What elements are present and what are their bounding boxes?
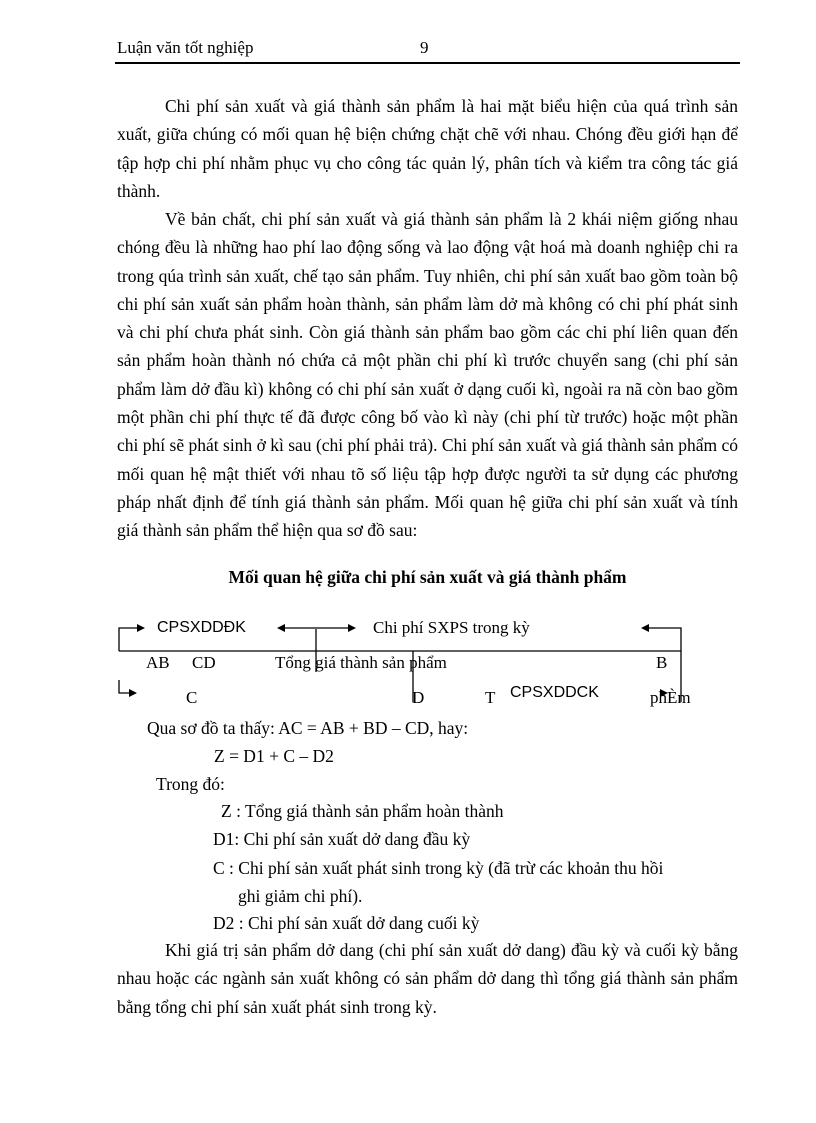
arrow-head-left-top bbox=[137, 624, 145, 632]
arrow-head-right-top bbox=[641, 624, 649, 632]
label-c: C bbox=[186, 688, 198, 707]
term-symbol: D2 : bbox=[213, 913, 244, 933]
formula-equation bbox=[214, 746, 334, 767]
bracket-left-top bbox=[119, 628, 137, 651]
term-desc: Chi phí sản xuất dở dang đầu kỳ bbox=[243, 829, 471, 849]
term-desc: Chi phí sản xuất phát sinh trong kỳ (đã trừ các khoản thu hồi bbox=[238, 858, 664, 878]
label-tong-gia-thanh: Tổng giá thành sản phẩm bbox=[275, 653, 447, 672]
header-title: Luận văn tốt nghiệp bbox=[117, 38, 254, 57]
label-chi-phi-sxps: Chi phí SXPS trong kỳ bbox=[373, 618, 530, 637]
diagram-title: Mối quan hệ giữa chi phí sản xuất và giá thành phẩm bbox=[228, 567, 627, 587]
term-z bbox=[221, 801, 504, 822]
paragraph-2: Về bản chất, chi phí sản xuất và giá thành sản phẩm là 2 khái niệm giống nhau chóng đều là những hao phí lao động sống và lao động vật hoá mà doanh nghiệp chi ra trong qúa trình sản xuất, chế tạo sản phẩm. Tuy nhiên, chi phí sản xuất bao gồm toàn bộ chi phí sản xuất sản phẩm hoàn thành, sản phẩm làm dở mà không có chi phí phát sinh và chi phí chưa phát sinh. Còn giá thành sản phẩm bao gồm các chi phí liên quan đến sản phẩm hoàn thành nó chứa cả một phần chi phí kì trước chuyển sang (chi phí sản phẩm làm dở đầu kì) không có chi phí sản xuất ở dạng cuối kì, ngoài ra nã còn bao gồm một phần chi phí thực tế đã được công bố vào kì này (chi phí từ trước) hoặc một phần chi phí sẽ phát sinh ở kì sau (chi phí phải trả). Chi phí sản xuất và giá thành sản phẩm có mối quan hệ mật thiết với nhau tõ số liệu tập hợp được người ta sử dụng các phương pháp nhất định để tính giá thành sản phẩm. Mối quan hệ giữa chi phí sản xuất và tính giá thành sản phẩm thể hiện qua sơ đồ sau: bbox=[117, 209, 738, 541]
where-label: Trong đó: bbox=[156, 774, 225, 794]
term-c bbox=[213, 858, 663, 879]
label-phem: phÈm bbox=[650, 688, 691, 707]
arrow-head-left-bottom bbox=[129, 689, 137, 697]
label-cpsxddck: CPSXDDCK bbox=[510, 684, 599, 701]
formula-intro: Qua sơ đồ ta thấy: AC = AB + BD – CD, hay: bbox=[147, 718, 469, 738]
label-cpsxdddk: CPSXDDĐK bbox=[157, 619, 246, 636]
term-d1 bbox=[213, 829, 470, 850]
bracket-right-top bbox=[649, 628, 681, 651]
term-d2 bbox=[213, 913, 479, 934]
equation-text: Z = D1 + C – D2 bbox=[214, 746, 334, 766]
label-b: B bbox=[656, 653, 668, 672]
term-desc: Chi phí sản xuất dở dang cuối kỳ bbox=[248, 913, 480, 933]
term-symbol: C : bbox=[213, 858, 234, 878]
paragraph-3: Khi giá trị sản phẩm dở dang (chi phí sản xuất dở dang) đầu kỳ và cuối kỳ bằng nhau hoặc các ngành sản xuất không có sản phẩm dở dang thì tổng giá thành sản phẩm bằng tổng chi phí sản xuất phát sinh trong kỳ. bbox=[117, 940, 738, 1017]
page-number: 9 bbox=[420, 38, 429, 57]
label-t: T bbox=[485, 688, 496, 707]
term-symbol: Z : bbox=[221, 801, 241, 821]
arrow-head-left bbox=[277, 624, 285, 632]
arrow-head-right bbox=[348, 624, 356, 632]
bracket-left-bottom bbox=[119, 680, 129, 693]
label-cd: CD bbox=[192, 653, 216, 672]
label-d: D bbox=[412, 688, 425, 707]
term-symbol: D1: bbox=[213, 829, 240, 849]
term-c-continuation: ghi giảm chi phí). bbox=[238, 886, 363, 906]
label-ab: AB bbox=[146, 653, 170, 672]
term-desc: Tổng giá thành sản phẩm hoàn thành bbox=[245, 801, 504, 821]
paragraph-1: Chi phí sản xuất và giá thành sản phẩm là hai mặt biểu hiện của quá trình sản xuất, giữa chúng có mối quan hệ biện chứng chặt chẽ với nhau. Chóng đều giới hạn để tập hợp chi phí nhằm phục vụ cho công tác quản lý, phân tích và kiểm tra công tác giá thành. bbox=[117, 96, 738, 201]
